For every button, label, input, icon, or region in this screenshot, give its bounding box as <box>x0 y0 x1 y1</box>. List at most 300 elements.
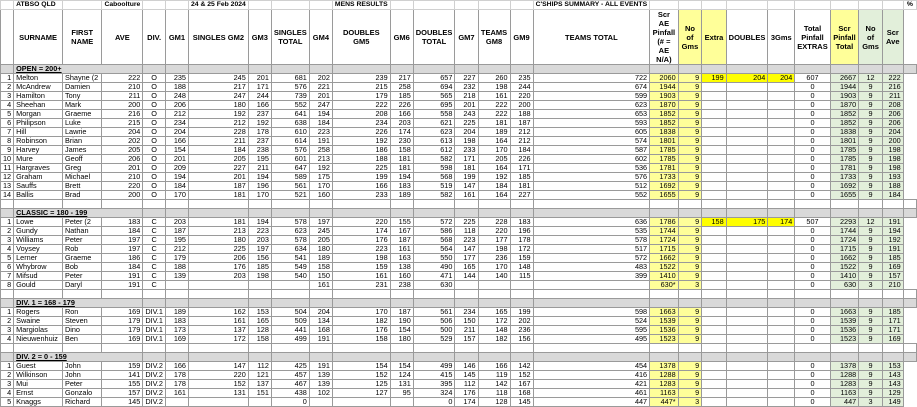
cell[interactable]: 161 <box>309 281 332 290</box>
column-header[interactable]: DOUBLES GM5 <box>332 10 390 65</box>
cell[interactable]: 9 <box>678 83 702 92</box>
cell[interactable] <box>248 344 271 353</box>
row-number[interactable]: 2 <box>1 83 14 92</box>
cell[interactable]: James <box>62 146 101 155</box>
cell[interactable]: 230 <box>390 137 413 146</box>
cell[interactable]: 221 <box>309 83 332 92</box>
cell[interactable] <box>533 299 650 308</box>
column-header[interactable]: GM4 <box>309 10 332 65</box>
cell[interactable]: 185 <box>882 308 903 317</box>
cell[interactable] <box>726 290 768 299</box>
cell[interactable]: 605 <box>533 128 650 137</box>
cell[interactable]: 192 <box>248 119 271 128</box>
cell[interactable]: 194 <box>165 173 188 182</box>
cell[interactable] <box>726 281 768 290</box>
cell[interactable]: 140 <box>478 272 510 281</box>
cell[interactable]: 227 <box>455 74 478 83</box>
row-number[interactable]: 13 <box>1 182 14 191</box>
cell[interactable] <box>830 290 859 299</box>
column-header[interactable]: GM7 <box>455 10 478 65</box>
cell[interactable] <box>726 128 768 137</box>
cell[interactable]: 1733 <box>650 173 679 182</box>
cell[interactable]: 9 <box>859 128 883 137</box>
cell[interactable]: 634 <box>271 245 309 254</box>
cell[interactable]: 1523 <box>650 335 679 344</box>
cell[interactable]: 189 <box>478 128 510 137</box>
cell[interactable]: 1781 <box>650 164 679 173</box>
cell[interactable]: 172 <box>478 317 510 326</box>
cell[interactable]: 152 <box>332 371 390 380</box>
cell[interactable]: 163 <box>390 254 413 263</box>
cell[interactable] <box>768 101 795 110</box>
cell[interactable]: 187 <box>165 227 188 236</box>
cell[interactable] <box>332 344 390 353</box>
cell[interactable]: 185 <box>248 263 271 272</box>
cell[interactable]: Tony <box>62 92 101 101</box>
cell[interactable] <box>768 389 795 398</box>
cell[interactable]: 178 <box>510 236 533 245</box>
cell[interactable] <box>271 290 309 299</box>
column-header[interactable]: No of Gms <box>678 10 702 65</box>
cell[interactable]: 225 <box>455 119 478 128</box>
cell[interactable]: C <box>143 218 166 227</box>
cell[interactable]: 0 <box>795 245 830 254</box>
cell[interactable]: Williams <box>14 236 63 245</box>
cell[interactable] <box>478 281 510 290</box>
cell[interactable]: 602 <box>533 155 650 164</box>
cell[interactable]: 194 <box>390 173 413 182</box>
cell[interactable]: 184 <box>309 119 332 128</box>
row-number[interactable]: 10 <box>1 155 14 164</box>
cell[interactable]: 204 <box>455 128 478 137</box>
cell[interactable]: 9 <box>678 101 702 110</box>
cell[interactable]: 9 <box>859 164 883 173</box>
cell[interactable]: 1715 <box>830 245 859 254</box>
cell[interactable]: C <box>143 254 166 263</box>
column-header[interactable]: AVE <box>102 10 143 65</box>
cell[interactable]: 235 <box>510 74 533 83</box>
cell[interactable] <box>413 1 455 10</box>
cell[interactable] <box>189 398 249 407</box>
cell[interactable]: 9 <box>859 389 883 398</box>
cell[interactable]: DIV.2 <box>143 389 166 398</box>
cell[interactable]: 9 <box>859 317 883 326</box>
cell[interactable]: 175 <box>726 218 768 227</box>
row-number[interactable]: 4 <box>1 101 14 110</box>
cell[interactable]: 1838 <box>650 128 679 137</box>
cell[interactable]: Rob <box>62 245 101 254</box>
cell[interactable]: 244 <box>248 92 271 101</box>
cell[interactable]: 206 <box>882 119 903 128</box>
cell[interactable]: 118 <box>455 227 478 236</box>
cell[interactable]: 184 <box>882 191 903 200</box>
cell[interactable]: 1724 <box>650 236 679 245</box>
cell[interactable] <box>830 200 859 209</box>
cell[interactable]: 593 <box>533 119 650 128</box>
cell[interactable]: 739 <box>271 92 309 101</box>
cell[interactable] <box>903 299 916 308</box>
cell[interactable]: 154 <box>332 362 390 371</box>
cell[interactable]: 1781 <box>830 164 859 173</box>
cell[interactable]: 9 <box>678 326 702 335</box>
cell[interactable]: 204 <box>102 128 143 137</box>
cell[interactable]: 599 <box>533 92 650 101</box>
cell[interactable]: 161 <box>478 92 510 101</box>
cell[interactable]: 178 <box>165 380 188 389</box>
cell[interactable] <box>650 290 679 299</box>
cell[interactable]: 217 <box>390 74 413 83</box>
cell[interactable] <box>102 290 143 299</box>
cell[interactable]: 1786 <box>650 218 679 227</box>
cell[interactable]: 170 <box>478 146 510 155</box>
cell[interactable] <box>165 281 188 290</box>
cell[interactable] <box>702 389 726 398</box>
cell[interactable]: 119 <box>478 371 510 380</box>
cell[interactable]: 9 <box>678 254 702 263</box>
cell[interactable]: 156 <box>248 254 271 263</box>
cell[interactable] <box>768 290 795 299</box>
cell[interactable]: Brian <box>62 137 101 146</box>
cell[interactable] <box>726 83 768 92</box>
cell[interactable]: 12 <box>859 218 883 227</box>
cell[interactable]: 613 <box>413 137 455 146</box>
cell[interactable]: 200 <box>102 191 143 200</box>
cell[interactable]: 164 <box>478 137 510 146</box>
cell[interactable]: 198 <box>882 146 903 155</box>
cell[interactable]: 653 <box>533 110 650 119</box>
cell[interactable] <box>768 380 795 389</box>
cell[interactable]: 202 <box>510 317 533 326</box>
cell[interactable]: 166 <box>390 110 413 119</box>
cell[interactable] <box>726 110 768 119</box>
cell[interactable]: Steven <box>62 317 101 326</box>
column-header[interactable]: GM3 <box>248 10 271 65</box>
cell[interactable]: 227 <box>189 164 249 173</box>
cell[interactable]: 142 <box>478 380 510 389</box>
cell[interactable] <box>726 254 768 263</box>
cell[interactable]: 598 <box>413 164 455 173</box>
cell[interactable]: 182 <box>332 317 390 326</box>
cell[interactable]: O <box>143 110 166 119</box>
cell[interactable]: 185 <box>882 254 903 263</box>
cell[interactable]: McAndrew <box>14 83 63 92</box>
cell[interactable] <box>882 1 903 10</box>
cell[interactable]: 172 <box>189 335 249 344</box>
cell[interactable]: 1522 <box>830 263 859 272</box>
cell[interactable]: 191 <box>102 272 143 281</box>
cell[interactable]: 143 <box>882 380 903 389</box>
cell[interactable]: 188 <box>510 110 533 119</box>
cell[interactable]: 9 <box>859 137 883 146</box>
cell[interactable] <box>726 272 768 281</box>
cell[interactable]: 170 <box>309 182 332 191</box>
cell[interactable]: 197 <box>102 236 143 245</box>
cell[interactable]: 0 <box>795 380 830 389</box>
cell[interactable]: 194 <box>248 218 271 227</box>
cell[interactable]: 9 <box>859 326 883 335</box>
row-number[interactable]: 8 <box>1 137 14 146</box>
cell[interactable] <box>248 398 271 407</box>
cell[interactable]: 9 <box>859 83 883 92</box>
cell[interactable]: 490 <box>413 263 455 272</box>
row-number[interactable]: 3 <box>1 326 14 335</box>
cell[interactable] <box>768 227 795 236</box>
cell[interactable]: 499 <box>413 362 455 371</box>
cell[interactable]: 1870 <box>830 101 859 110</box>
cell[interactable]: 564 <box>413 245 455 254</box>
cell[interactable]: 198 <box>332 254 390 263</box>
cell[interactable] <box>795 344 830 353</box>
cell[interactable] <box>702 290 726 299</box>
cell[interactable]: 1663 <box>830 308 859 317</box>
cell[interactable]: 0 <box>795 191 830 200</box>
cell[interactable]: 150 <box>455 317 478 326</box>
cell[interactable]: 128 <box>248 326 271 335</box>
cell[interactable] <box>726 371 768 380</box>
cell[interactable]: 150 <box>309 272 332 281</box>
cell[interactable]: 204 <box>882 128 903 137</box>
cell[interactable]: 415 <box>413 371 455 380</box>
cell[interactable]: 203 <box>248 236 271 245</box>
cell[interactable]: Nathan <box>62 227 101 236</box>
cell[interactable] <box>189 281 249 290</box>
cell[interactable]: C <box>143 263 166 272</box>
cell[interactable] <box>795 200 830 209</box>
cell[interactable]: 416 <box>533 371 650 380</box>
cell[interactable]: 201 <box>455 101 478 110</box>
cell[interactable]: 1283 <box>830 380 859 389</box>
cell[interactable]: 598 <box>533 308 650 317</box>
cell[interactable]: 210 <box>882 281 903 290</box>
cell[interactable]: Lawrie <box>62 128 101 137</box>
cell[interactable]: 174 <box>332 227 390 236</box>
cell[interactable]: 170 <box>248 191 271 200</box>
cell[interactable] <box>702 317 726 326</box>
cell[interactable] <box>510 290 533 299</box>
cell[interactable]: 601 <box>271 155 309 164</box>
cell[interactable]: John <box>62 371 101 380</box>
title-dates[interactable]: 24 & 25 Feb 2024 <box>189 1 249 10</box>
cell[interactable]: 192 <box>478 173 510 182</box>
cell[interactable]: C <box>143 236 166 245</box>
cell[interactable] <box>702 236 726 245</box>
cell[interactable]: 495 <box>533 335 650 344</box>
cell[interactable]: 9 <box>678 263 702 272</box>
cell[interactable]: DIV.1 <box>143 317 166 326</box>
cell[interactable] <box>390 290 413 299</box>
cell[interactable] <box>768 92 795 101</box>
cell[interactable]: 115 <box>510 272 533 281</box>
cell[interactable] <box>726 263 768 272</box>
cell[interactable]: 512 <box>533 182 650 191</box>
cell[interactable]: 1744 <box>830 227 859 236</box>
cell[interactable] <box>455 344 478 353</box>
cell[interactable]: 220 <box>478 227 510 236</box>
cell[interactable]: 589 <box>271 173 309 182</box>
cell[interactable]: 0 <box>795 362 830 371</box>
cell[interactable]: 137 <box>248 380 271 389</box>
cell[interactable]: 623 <box>533 101 650 110</box>
cell[interactable] <box>768 83 795 92</box>
header-index[interactable] <box>1 10 14 65</box>
cell[interactable]: 212 <box>189 119 249 128</box>
cell[interactable]: 576 <box>533 173 650 182</box>
cell[interactable]: 234 <box>455 308 478 317</box>
cell[interactable]: 0 <box>795 173 830 182</box>
cell[interactable] <box>702 182 726 191</box>
cell[interactable]: 176 <box>332 326 390 335</box>
cell[interactable]: 2667 <box>830 74 859 83</box>
cell[interactable] <box>702 245 726 254</box>
cell[interactable]: 223 <box>332 245 390 254</box>
row-number[interactable]: 5 <box>1 110 14 119</box>
cell[interactable]: 212 <box>165 110 188 119</box>
cell[interactable]: Richard <box>62 398 101 407</box>
cell[interactable]: 186 <box>332 146 390 155</box>
cell[interactable] <box>702 308 726 317</box>
cell[interactable]: 138 <box>390 263 413 272</box>
cell[interactable]: 504 <box>271 308 309 317</box>
cell[interactable] <box>726 227 768 236</box>
cell[interactable] <box>726 155 768 164</box>
cell[interactable]: 201 <box>309 92 332 101</box>
cell[interactable]: O <box>143 101 166 110</box>
cell[interactable]: 722 <box>533 74 650 83</box>
cell[interactable] <box>309 200 332 209</box>
cell[interactable] <box>882 290 903 299</box>
cell[interactable]: 9 <box>678 362 702 371</box>
cell[interactable]: 0 <box>795 335 830 344</box>
cell[interactable]: 161 <box>455 191 478 200</box>
cell[interactable]: 141 <box>102 371 143 380</box>
cell[interactable]: 0 <box>795 101 830 110</box>
cell[interactable]: 1852 <box>650 110 679 119</box>
cell[interactable]: 185 <box>510 173 533 182</box>
cell[interactable]: DIV.1 <box>143 308 166 317</box>
cell[interactable]: 147 <box>455 182 478 191</box>
cell[interactable]: 154 <box>390 326 413 335</box>
cell[interactable]: O <box>143 173 166 182</box>
cell[interactable] <box>768 362 795 371</box>
cell[interactable]: 610 <box>271 128 309 137</box>
cell[interactable] <box>830 344 859 353</box>
cell[interactable]: DIV.2 <box>143 398 166 407</box>
cell[interactable] <box>726 299 768 308</box>
cell[interactable]: 205 <box>478 155 510 164</box>
cell[interactable]: Peter <box>62 236 101 245</box>
column-header[interactable]: No of Gms <box>859 10 883 65</box>
column-header[interactable]: Scr AE Pinfall (# = AE N/A) <box>650 10 679 65</box>
cell[interactable]: 247 <box>309 101 332 110</box>
cell[interactable]: 1733 <box>830 173 859 182</box>
cell[interactable]: 151 <box>248 389 271 398</box>
cell[interactable]: 0 <box>795 110 830 119</box>
cell[interactable]: 158 <box>332 335 390 344</box>
cell[interactable]: 1785 <box>650 146 679 155</box>
cell[interactable] <box>189 344 249 353</box>
cell[interactable]: Graham <box>14 173 63 182</box>
cell[interactable]: 153 <box>248 308 271 317</box>
cell[interactable]: 9 <box>859 380 883 389</box>
cell[interactable] <box>165 290 188 299</box>
cell[interactable]: 1852 <box>830 110 859 119</box>
cell[interactable]: 170 <box>478 263 510 272</box>
cell[interactable] <box>726 389 768 398</box>
cell[interactable]: Daryl <box>62 281 101 290</box>
cell[interactable]: 1539 <box>650 317 679 326</box>
cell[interactable]: 222 <box>478 110 510 119</box>
cell[interactable] <box>768 335 795 344</box>
cell[interactable] <box>62 1 101 10</box>
cell[interactable]: 220 <box>332 218 390 227</box>
cell[interactable]: 641 <box>271 110 309 119</box>
cell[interactable] <box>413 344 455 353</box>
cell[interactable]: 189 <box>309 254 332 263</box>
cell[interactable]: 9 <box>678 182 702 191</box>
cell[interactable]: 623 <box>271 227 309 236</box>
cell[interactable] <box>903 290 916 299</box>
cell[interactable]: 0 <box>795 371 830 380</box>
cell[interactable]: 186 <box>102 254 143 263</box>
cell[interactable]: 146 <box>455 362 478 371</box>
cell[interactable]: 187 <box>390 308 413 317</box>
cell[interactable]: 9 <box>678 119 702 128</box>
cell[interactable] <box>702 92 726 101</box>
cell[interactable] <box>768 173 795 182</box>
cell[interactable]: Damien <box>62 83 101 92</box>
cell[interactable]: 234 <box>332 119 390 128</box>
cell[interactable]: 174 <box>455 398 478 407</box>
cell[interactable]: 0 <box>795 182 830 191</box>
cell[interactable]: 129 <box>882 389 903 398</box>
cell[interactable]: 222 <box>332 101 390 110</box>
cell[interactable]: 2293 <box>830 218 859 227</box>
cell[interactable]: 181 <box>189 218 249 227</box>
cell[interactable]: 576 <box>271 83 309 92</box>
cell[interactable]: 194 <box>882 227 903 236</box>
cell[interactable]: 1903 <box>650 92 679 101</box>
cell[interactable]: 630 <box>830 281 859 290</box>
cell[interactable] <box>455 200 478 209</box>
cell[interactable]: 607 <box>795 74 830 83</box>
cell[interactable] <box>189 290 249 299</box>
cell[interactable]: 507 <box>795 218 830 227</box>
cell[interactable]: Geoff <box>62 155 101 164</box>
column-header[interactable]: Scr Pinfall Total <box>830 10 859 65</box>
cell[interactable]: 158 <box>390 146 413 155</box>
cell[interactable]: 198 <box>478 83 510 92</box>
cell[interactable]: 630* <box>650 281 679 290</box>
cell[interactable]: Robinson <box>14 137 63 146</box>
cell[interactable]: 179 <box>332 92 390 101</box>
row-number[interactable]: 4 <box>1 335 14 344</box>
cell[interactable]: 517 <box>533 245 650 254</box>
cell[interactable] <box>309 1 332 10</box>
cell[interactable]: Swaine <box>14 317 63 326</box>
cell[interactable] <box>271 1 309 10</box>
cell[interactable]: Whybrow <box>14 263 63 272</box>
cell[interactable] <box>702 173 726 182</box>
cell[interactable]: 178 <box>248 128 271 137</box>
cell[interactable]: 188 <box>165 263 188 272</box>
cell[interactable]: 174 <box>768 218 795 227</box>
cell[interactable] <box>903 353 916 362</box>
row-number[interactable]: 3 <box>1 236 14 245</box>
section-title[interactable]: DIV. 1 = 168 - 179 <box>14 299 143 308</box>
cell[interactable]: 169 <box>165 335 188 344</box>
cell[interactable] <box>768 281 795 290</box>
cell[interactable]: 166 <box>248 101 271 110</box>
